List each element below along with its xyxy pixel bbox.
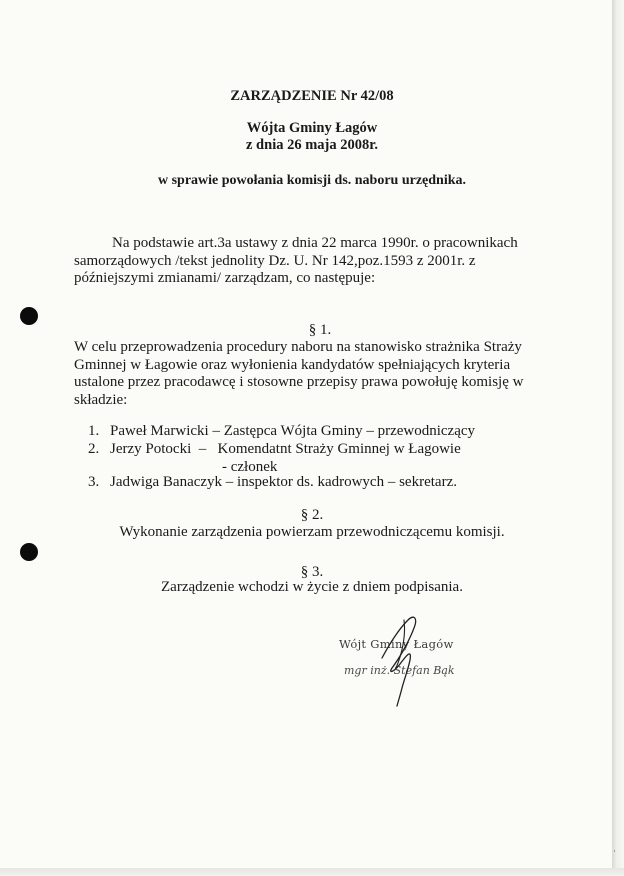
scan-edge-right bbox=[612, 0, 624, 876]
punch-hole bbox=[20, 307, 38, 325]
section-3-text: Zarządzenie wchodzi w życie z dniem podpisania. bbox=[161, 579, 463, 595]
member-text: Jerzy Potocki – Komendatnt Straży Gminnej w Łagowie bbox=[110, 441, 461, 457]
official-stamp-title: Wójt Gminy Łagów bbox=[339, 637, 454, 651]
section-1-line: składzie: bbox=[74, 391, 128, 408]
member-text: Paweł Marwicki – Zastępca Wójta Gminy – przewodniczący bbox=[110, 423, 476, 439]
member-role: - członek bbox=[222, 459, 278, 475]
official-stamp-name: mgr inż. Stefan Bąk bbox=[344, 664, 455, 677]
document-date: z dnia 26 maja 2008r. bbox=[246, 137, 378, 153]
signature-icon bbox=[360, 608, 450, 708]
section-1-line: ustalone przez pracodawcę i stosowne przepisy prawa powołuję komisję w bbox=[74, 374, 524, 390]
section-1-heading: § 1. bbox=[308, 322, 332, 338]
intro-paragraph bbox=[74, 235, 518, 288]
section-3-heading: § 3. bbox=[300, 564, 324, 580]
section-1-line: W celu przeprowadzenia procedury naboru na stanowisko strażnika Straży bbox=[74, 339, 522, 355]
document-title: ZARZĄDZENIE Nr 42/08 bbox=[230, 88, 394, 104]
list-number: 3. bbox=[88, 474, 100, 490]
member-list-item bbox=[88, 423, 475, 441]
punch-hole bbox=[20, 543, 38, 561]
list-number: 2. bbox=[88, 441, 100, 457]
member-list-item bbox=[88, 441, 461, 459]
intro-line: samorządowych /tekst jednolity Dz. U. Nr 142,poz.1593 z 2001r. z bbox=[74, 252, 476, 269]
member-list-item bbox=[88, 474, 457, 492]
intro-line: Na podstawie art.3a ustawy z dnia 22 marca 1990r. o pracownikach bbox=[112, 235, 518, 251]
scan-corner-mark: · bbox=[613, 846, 616, 856]
document-issuer: Wójta Gminy Łagów bbox=[246, 120, 378, 136]
document-subject: w sprawie powołania komisji ds. naboru urzędnika. bbox=[157, 173, 467, 188]
member-text: Jadwiga Banaczyk – inspektor ds. kadrowych – sekretarz. bbox=[110, 474, 457, 490]
list-number: 1. bbox=[88, 423, 100, 439]
intro-line: późniejszymi zmianami/ zarządzam, co następuje: bbox=[74, 270, 376, 286]
section-1-body bbox=[74, 339, 523, 409]
section-2-heading: § 2. bbox=[300, 507, 324, 523]
scan-edge-bottom bbox=[0, 868, 624, 876]
section-2-text: Wykonanie zarządzenia powierzam przewodniczącemu komisji. bbox=[119, 524, 505, 540]
section-1-line: Gminnej w Łagowie oraz wyłonienia kandydatów spełniających kryteria bbox=[74, 356, 511, 373]
